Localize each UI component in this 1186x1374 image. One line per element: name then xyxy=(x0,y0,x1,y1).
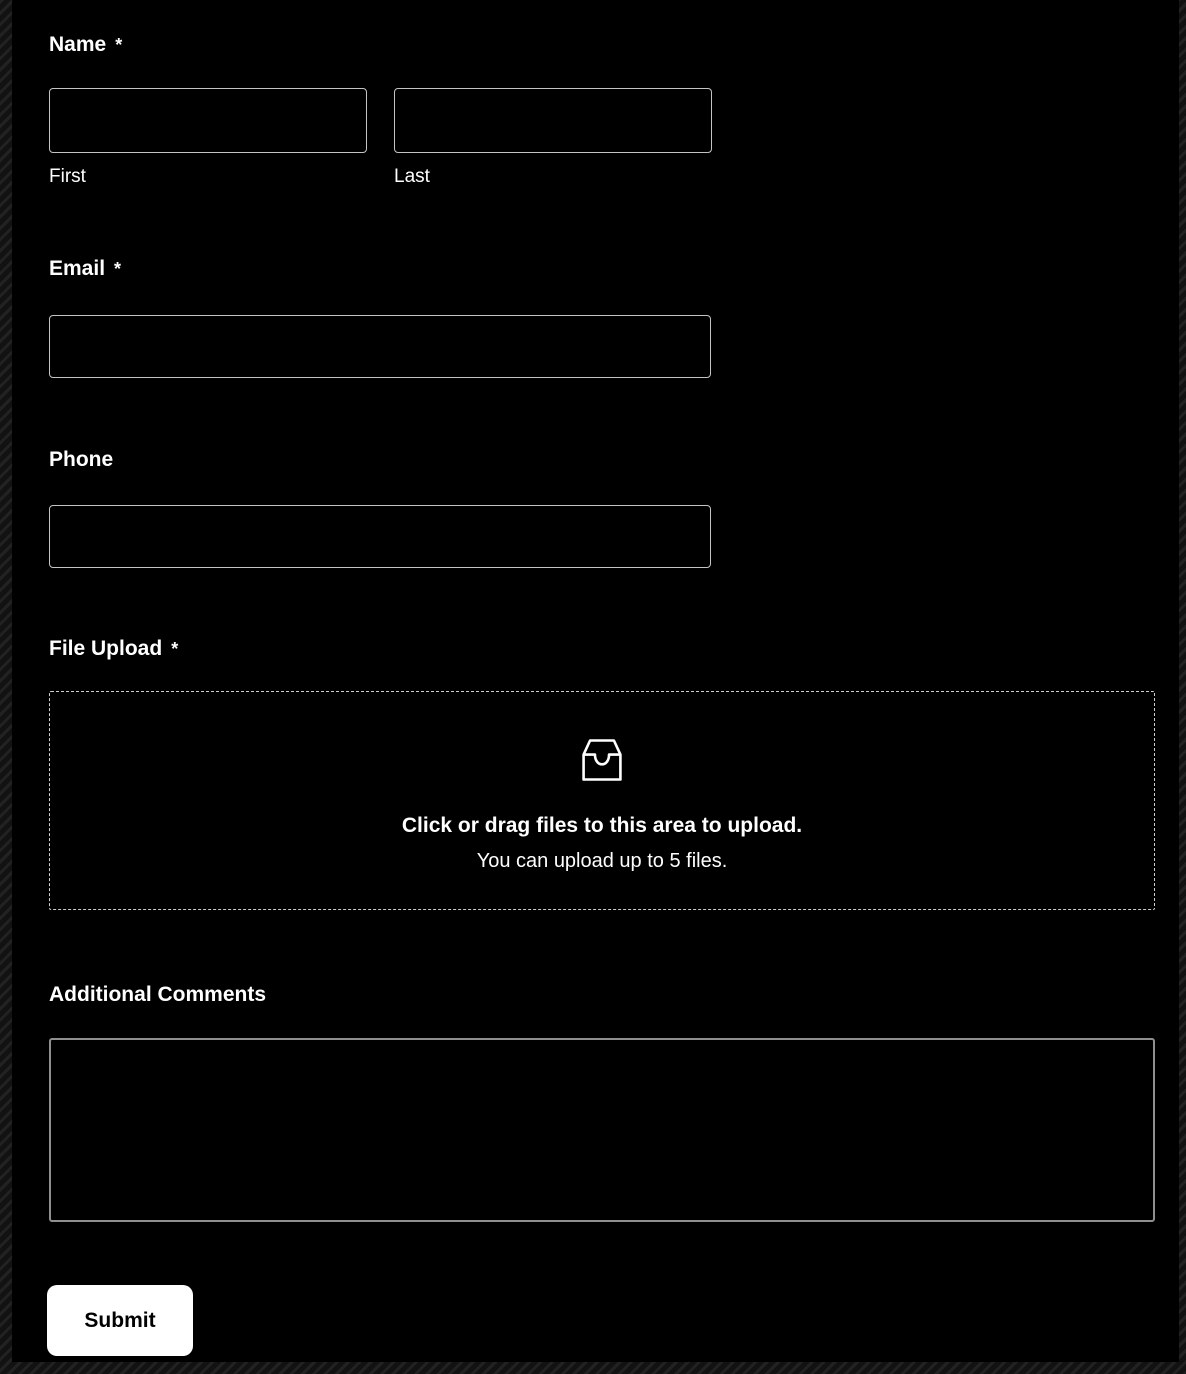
first-name-input[interactable] xyxy=(49,88,367,153)
dropzone-secondary-text: You can upload up to 5 files. xyxy=(476,850,728,872)
first-sublabel: First xyxy=(49,166,86,187)
phone-label-text: Phone xyxy=(49,448,114,471)
file-upload-required-mark: * xyxy=(171,639,179,659)
email-label-text: Email xyxy=(49,257,106,280)
phone-label xyxy=(49,448,1179,472)
name-label xyxy=(49,33,1179,57)
email-required-mark: * xyxy=(114,259,122,279)
file-upload-label xyxy=(49,637,1179,661)
inbox-icon xyxy=(576,734,628,786)
name-required-mark: * xyxy=(115,35,123,55)
email-label xyxy=(49,257,1179,281)
submit-button[interactable]: Submit xyxy=(47,1285,193,1356)
phone-input[interactable] xyxy=(49,505,711,568)
last-sublabel: Last xyxy=(394,166,430,187)
comments-label xyxy=(49,983,1179,1007)
dropzone-primary-text: Click or drag files to this area to upload. xyxy=(401,814,803,837)
comments-label-text: Additional Comments xyxy=(49,983,267,1006)
comments-textarea[interactable] xyxy=(49,1038,1155,1222)
file-upload-label-text: File Upload xyxy=(49,637,163,660)
name-sublabels-row xyxy=(49,165,1179,189)
form-container xyxy=(12,0,1179,1362)
last-name-input[interactable] xyxy=(394,88,712,153)
email-input[interactable] xyxy=(49,315,711,378)
file-dropzone[interactable] xyxy=(49,691,1155,910)
name-label-text: Name xyxy=(49,33,107,56)
name-inputs-row xyxy=(49,88,1179,153)
